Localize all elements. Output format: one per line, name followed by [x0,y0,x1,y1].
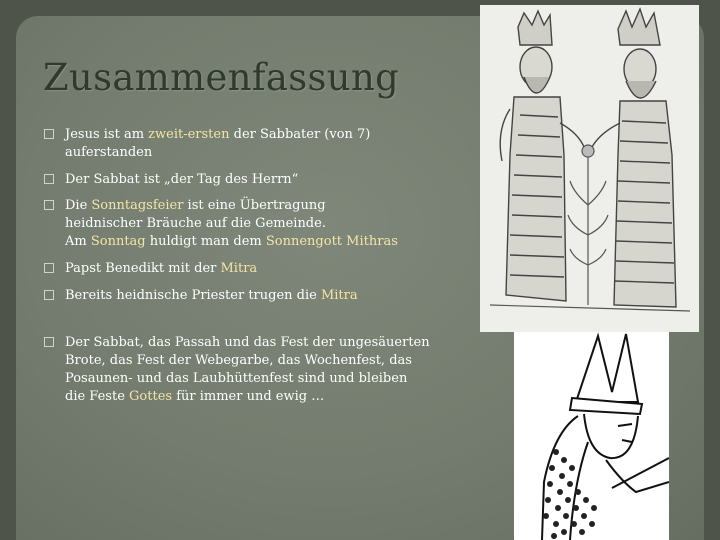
bullet-text [65,197,484,251]
bullet-line [65,171,484,189]
text-segment: Jesus ist am [65,127,149,142]
bullet-line [65,370,484,388]
bullet-item [44,260,484,278]
text-segment: Der Sabbat, das Passah und das Fest der ungesäuerten [65,335,430,350]
bullet-line [65,233,484,251]
bullet-item [44,287,484,305]
text-segment: Posaunen- und das Laubhüttenfest sind und bleiben [65,371,408,386]
bullet-item [44,197,484,251]
text-segment: Bereits heidnische Priester trugen die [65,288,321,303]
text-segment: auferstanden [65,145,153,160]
slide-title: Zusammenfassung [43,56,400,99]
text-segment: ist eine Übertragung [183,198,326,213]
text-segment: für immer und ewig … [172,389,325,404]
bullet-icon [44,290,54,300]
text-segment: Am [65,234,91,249]
bullet-text [65,171,484,189]
text-segment: der Sabbater (von 7) [229,127,371,142]
bullet-icon [44,337,54,347]
text-segment: Brote, das Fest der Webegarbe, das Wochenfest, das [65,353,412,368]
bullet-line [65,352,484,370]
text-segment: Papst Benedikt mit der [65,261,221,276]
bullet-line [65,144,484,162]
bullet-line [65,334,484,352]
text-segment: Der Sabbat ist „der Tag des Herrn“ [65,172,299,187]
mitre-drawing [514,332,669,540]
bullet-text [65,126,484,162]
bullet-line [65,197,484,215]
bullet-line [65,260,484,278]
highlighted-term: Sonnengott Mithras [265,234,398,249]
highlighted-term: Mitra [320,288,358,303]
bullet-line [65,215,484,233]
bullet-text [65,334,484,406]
bullet-icon [44,200,54,210]
bullet-item [44,171,484,189]
highlighted-term: Sonntagsfeier [91,198,184,213]
bullet-text [65,287,484,305]
bullet-text [65,260,484,278]
bullet-icon [44,129,54,139]
text-segment: huldigt man dem [145,234,266,249]
highlighted-term: Gottes [129,389,173,404]
relief-drawing [480,5,699,332]
bullet-item [44,334,484,406]
assyrian-relief-image [480,5,699,332]
mitre-image [514,332,669,540]
text-segment: die Feste [65,389,130,404]
bullet-item [44,126,484,162]
bullet-line [65,126,484,144]
highlighted-term: Mitra [220,261,258,276]
bullet-icon [44,174,54,184]
text-segment: heidnischer Bräuche auf die Gemeinde. [65,216,326,231]
text-segment: Die [65,198,92,213]
bullet-line [65,287,484,305]
highlighted-term: zweit-ersten [148,127,230,142]
highlighted-term: Sonntag [90,234,146,249]
bullet-icon [44,263,54,273]
bullet-line [65,388,484,406]
